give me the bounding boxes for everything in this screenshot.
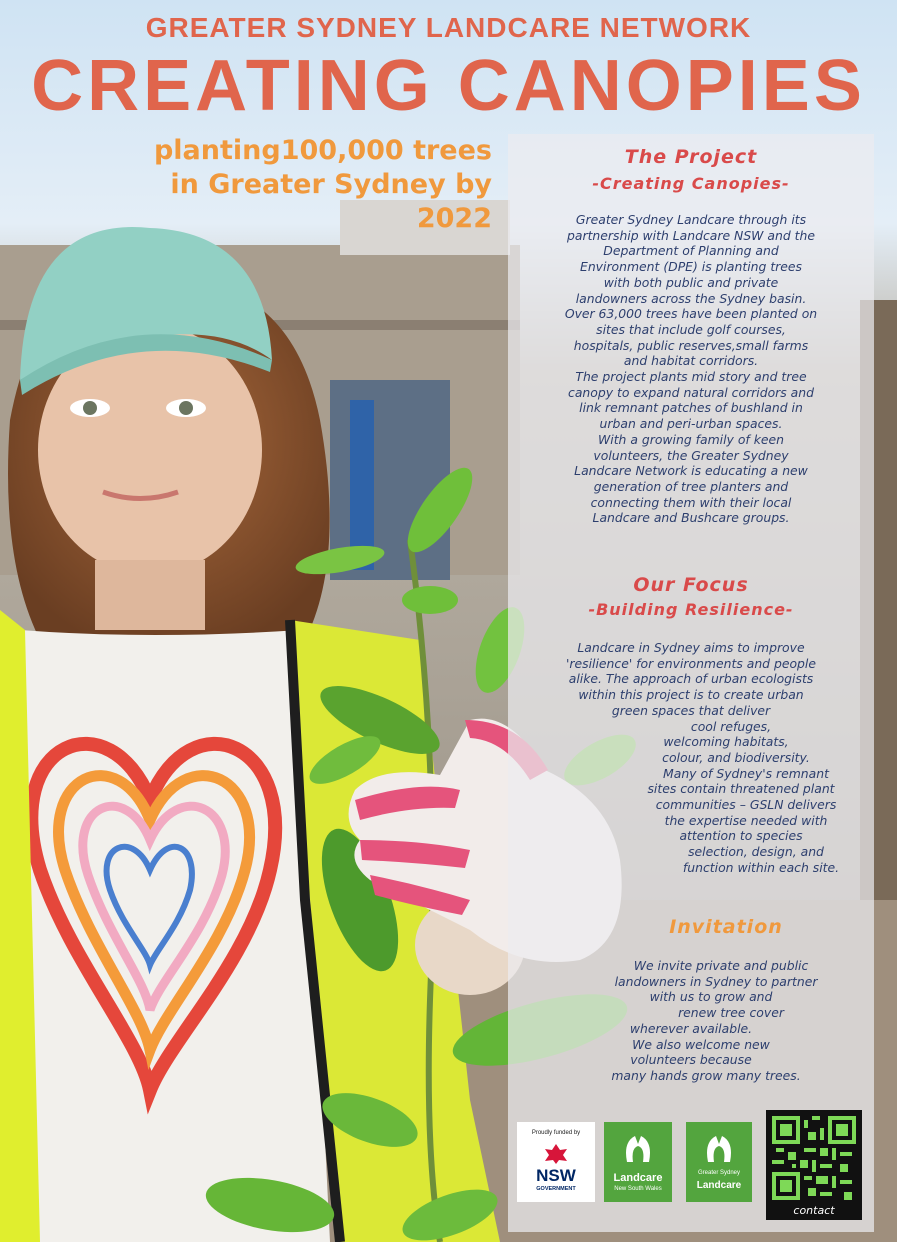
tagline [60, 134, 492, 236]
invitation-line: with us to grow and [649, 989, 773, 1005]
landcare-nsw-subtitle: New South Wales [614, 1186, 662, 1192]
funded-by-label: Proudly funded by [531, 1130, 581, 1136]
project-subheading: -Creating Canopies- [592, 174, 790, 193]
project-line: Landcare Network is educating a new [574, 463, 808, 479]
focus-line: green spaces that deliver [611, 702, 771, 718]
contact-label: contact [793, 1204, 835, 1217]
project-line: partnership with Landcare NSW and the [567, 227, 815, 243]
tagline-line-2: in Greater Sydney by [170, 169, 492, 200]
landcare-hands-icon [702, 1130, 736, 1164]
project-line: and habitat corridors. [623, 353, 759, 369]
project-line: The project plants mid story and tree [575, 369, 807, 385]
nsw-label: NSW [536, 1166, 576, 1185]
focus-line: function within each site. [682, 859, 840, 875]
focus-line: the expertise needed with [664, 812, 828, 828]
invitation-line: volunteers because [630, 1052, 752, 1068]
qr-code-icon [772, 1116, 856, 1200]
poster-title: CREATING CANOPIES [31, 46, 866, 126]
project-line: landowners across the Sydney basin. [575, 290, 807, 306]
invitation-line: We invite private and public [633, 958, 809, 973]
invitation-line: wherever available. [629, 1020, 753, 1036]
nsw-government-logo [517, 1122, 595, 1202]
focus-line: attention to species [679, 828, 803, 844]
focus-line: colour, and biodiversity. [662, 749, 810, 765]
landcare-hands-icon [621, 1130, 655, 1164]
focus-line: sites contain threatened plant [647, 781, 835, 797]
landcare-nsw-title: Landcare [613, 1172, 663, 1184]
contact-qr-code[interactable] [766, 1110, 862, 1220]
landcare-gs-title: Landcare [696, 1180, 742, 1191]
tagline-line-1: planting100,000 trees [153, 135, 492, 166]
project-line: Greater Sydney Landcare through its [575, 212, 807, 227]
project-line: Environment (DPE) is planting trees [580, 259, 802, 275]
project-line: Landcare and Bushcare groups. [592, 510, 790, 526]
focus-line: 'resilience' for environments and people [566, 655, 816, 671]
invitation-body [508, 958, 874, 1084]
invitation-line: We also welcome new [632, 1036, 770, 1052]
project-line: With a growing family of keen [598, 431, 784, 447]
focus-line: selection, design, and [688, 844, 824, 860]
focus-line: communities – GSLN delivers [655, 797, 837, 813]
project-line: generation of tree planters and [593, 478, 789, 494]
project-line: hospitals, public reserves,small farms [573, 337, 809, 353]
focus-heading: Our Focus [633, 574, 749, 596]
invitation-heading: Invitation [669, 916, 783, 938]
tagline-line-3: 2022 [416, 203, 492, 234]
government-label: GOVERNMENT [536, 1186, 576, 1192]
project-line: Department of Planning and [603, 243, 779, 259]
info-panel [508, 134, 874, 1232]
project-line: connecting them with their local [590, 494, 792, 510]
project-line: with both public and private [603, 274, 779, 290]
invitation-line: renew tree cover [678, 1005, 784, 1021]
focus-line: Many of Sydney's remnant [663, 765, 829, 781]
project-line: volunteers, the Greater Sydney [593, 447, 789, 463]
focus-line: Landcare in Sydney aims to improve [577, 640, 805, 655]
waratah-icon [543, 1142, 569, 1164]
project-body [508, 212, 874, 526]
focus-line: within this project is to create urban [578, 687, 804, 703]
focus-subheading: -Building Resilience- [588, 600, 794, 619]
project-line: link remnant patches of bushland in [579, 400, 803, 416]
focus-body [508, 640, 874, 876]
landcare-gs-subtitle: Greater Sydney [697, 1170, 741, 1176]
project-heading: The Project [624, 146, 758, 168]
focus-line: cool refuges, [690, 718, 772, 734]
focus-line: alike. The approach of urban ecologists [568, 671, 814, 687]
landcare-nsw-logo [604, 1122, 672, 1202]
focus-line: welcoming habitats, [663, 734, 789, 750]
landcare-greater-sydney-logo [686, 1122, 752, 1202]
project-line: Over 63,000 trees have been planted on [564, 306, 818, 322]
project-line: sites that include golf courses, [596, 321, 786, 337]
invitation-line: landowners in Sydney to partner [614, 973, 818, 989]
project-line: canopy to expand natural corridors and [568, 384, 814, 400]
network-name: GREATER SYDNEY LANDCARE NETWORK [145, 12, 752, 43]
project-line: urban and peri-urban spaces. [599, 416, 783, 432]
invitation-line: many hands grow many trees. [611, 1067, 801, 1083]
